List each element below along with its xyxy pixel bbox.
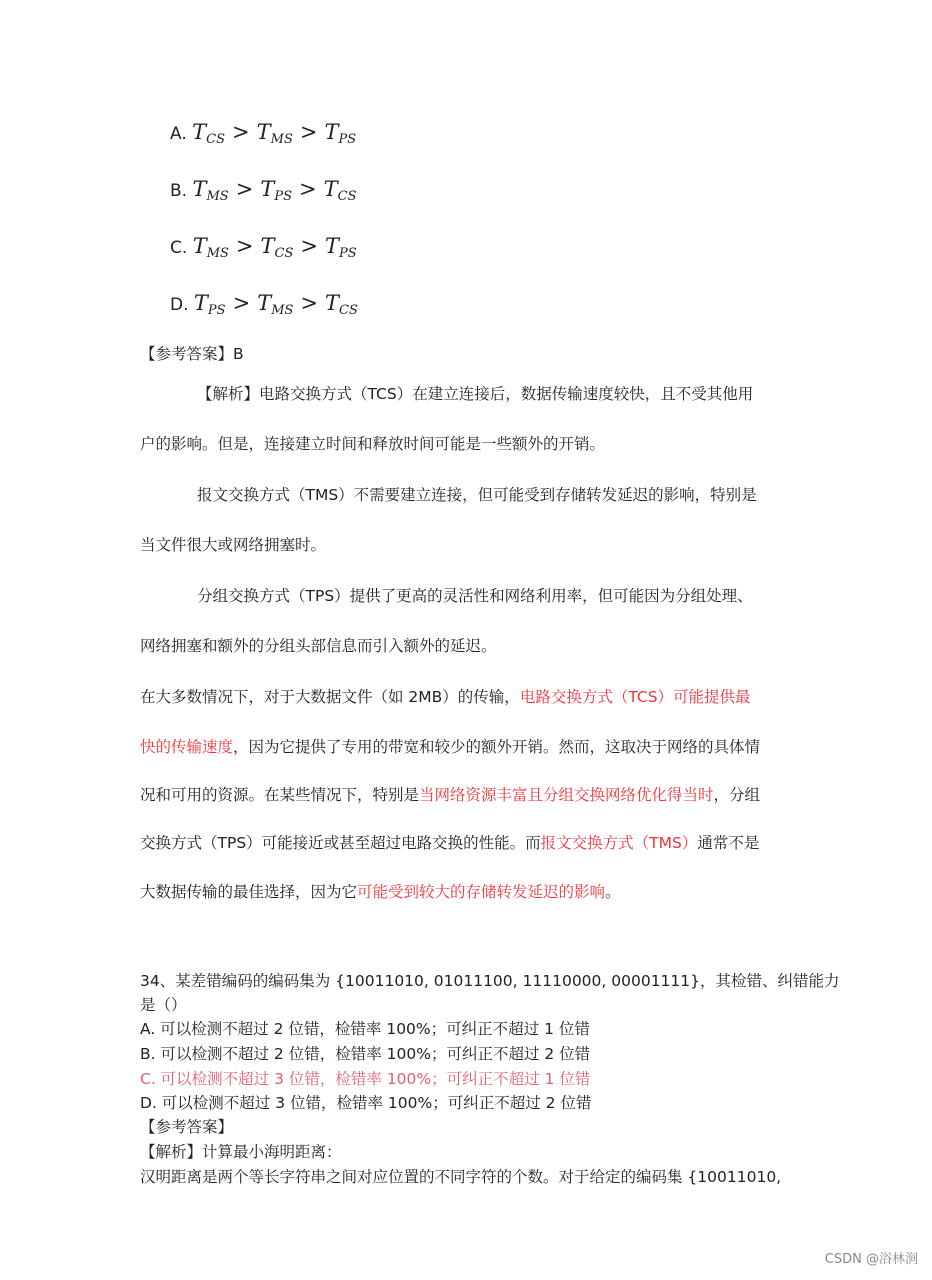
- analysis-p3-line1: 分组交换方式（TPS）提供了更高的灵活性和网络利用率，但可能因为分组处理、: [197, 587, 753, 605]
- option-formula: $T_{MS} > T_{PS} > T_{CS}$: [192, 177, 357, 204]
- analysis-p1-line2: 户的影响。但是，连接建立时间和释放时间可能是一些额外的开销。: [140, 435, 606, 453]
- analysis-label: 【解析】: [140, 1143, 203, 1161]
- q34-analysis-line2: 汉明距离是两个等长字符串之间对应位置的不同字符的个数。对于给定的编码集 {10011010,: [140, 1168, 782, 1186]
- option-d: [170, 291, 358, 318]
- option-c: [170, 234, 357, 261]
- analysis-p4-line4: 交换方式（TPS）可能接近或甚至超过电路交换的性能。而报文交换方式（TMS）通常不是: [140, 834, 760, 852]
- highlight-text: 当网络资源丰富且分组交换网络优化得当时: [419, 786, 714, 804]
- option-a: [170, 120, 356, 147]
- option-letter: D.: [170, 295, 189, 315]
- option-formula: $T_{MS} > T_{CS} > T_{PS}$: [192, 234, 357, 261]
- analysis-p4-line2: 快的传输速度，因为它提供了专用的带宽和较少的额外开销。然而，这取决于网络的具体情: [140, 738, 761, 756]
- q34-stem-line2: 是（）: [140, 996, 187, 1014]
- q34-option-c: C. 可以检测不超过 3 位错，检错率 100%；可纠正不超过 1 位错: [140, 1070, 591, 1088]
- highlight-text: 电路交换方式（TCS）可能提供最: [519, 688, 751, 706]
- option-formula: $T_{PS} > T_{MS} > T_{CS}$: [193, 291, 358, 318]
- analysis-p1-line1: 【解析】电路交换方式（TCS）在建立连接后，数据传输速度较快，且不受其他用: [197, 385, 754, 403]
- analysis-p2-line1: 报文交换方式（TMS）不需要建立连接，但可能受到存储转发延迟的影响，特别是: [197, 486, 757, 504]
- answer-value: B: [233, 345, 244, 363]
- analysis-p4-line1: 在大多数情况下，对于大数据文件（如 2MB）的传输，电路交换方式（TCS）可能提供最: [140, 688, 751, 706]
- analysis-p4-line3: 况和可用的资源。在某些情况下，特别是当网络资源丰富且分组交换网络优化得当时，分组: [140, 786, 761, 804]
- answer-label: 【参考答案】: [140, 345, 234, 363]
- q34-stem-line1: 34、某差错编码的编码集为 {10011010, 01011100, 11110000, 00001111}，其检错、纠错能力: [140, 972, 840, 990]
- q34-answer-label: 【参考答案】: [140, 1118, 234, 1136]
- option-letter: A.: [170, 124, 187, 144]
- csdn-watermark: CSDN @浴林涧: [824, 1252, 918, 1267]
- highlight-text: 报文交换方式（TMS）: [540, 834, 698, 852]
- highlight-text: 快的传输速度: [140, 738, 234, 756]
- option-b: [170, 177, 356, 204]
- answer-line: [140, 342, 244, 364]
- option-letter: B.: [170, 181, 188, 201]
- highlight-text: 可能受到较大的存储转发延迟的影响: [357, 883, 606, 901]
- option-formula: $T_{CS} > T_{MS} > T_{PS}$: [192, 120, 357, 147]
- analysis-p2-line2: 当文件很大或网络拥塞时。: [140, 536, 327, 554]
- analysis-p4-line5: 大数据传输的最佳选择，因为它可能受到较大的存储转发延迟的影响。: [140, 883, 621, 901]
- q34-option-a: A. 可以检测不超过 2 位错，检错率 100%；可纠正不超过 1 位错: [140, 1020, 590, 1038]
- analysis-p3-line2: 网络拥塞和额外的分组头部信息而引入额外的延迟。: [140, 637, 497, 655]
- q34-analysis-line1: 【解析】计算最小海明距离：: [140, 1143, 342, 1161]
- q34-option-d: D. 可以检测不超过 3 位错，检错率 100%；可纠正不超过 2 位错: [140, 1094, 592, 1112]
- q34-option-b: B. 可以检测不超过 2 位错，检错率 100%；可纠正不超过 2 位错: [140, 1045, 591, 1063]
- option-letter: C.: [170, 238, 188, 258]
